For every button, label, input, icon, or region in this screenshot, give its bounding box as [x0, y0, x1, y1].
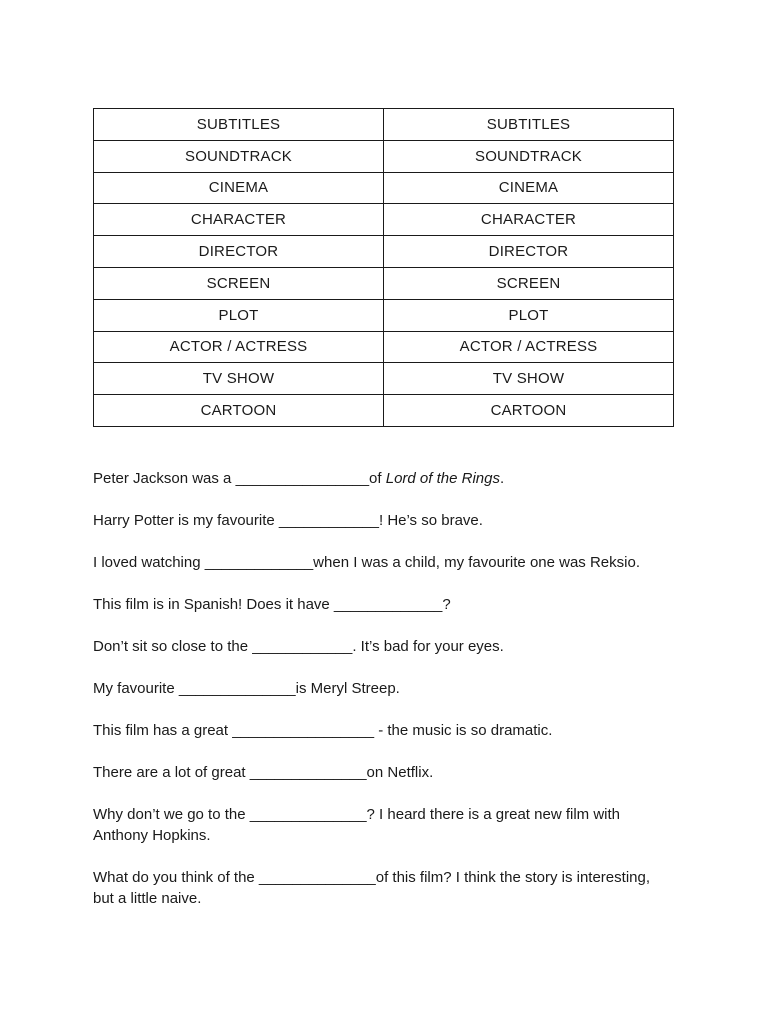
table-row	[94, 172, 674, 204]
table-cell: ACTOR / ACTRESS	[94, 331, 384, 363]
sentence-2: Harry Potter is my favourite ____________! He’s so brave.	[93, 512, 483, 529]
table-row	[94, 331, 674, 363]
table-row	[94, 267, 674, 299]
table-row	[94, 140, 674, 172]
table-cell: TV SHOW	[94, 363, 384, 395]
table-row	[94, 363, 674, 395]
table-cell: PLOT	[384, 299, 674, 331]
table-cell: CINEMA	[384, 172, 674, 204]
table-row	[94, 236, 674, 268]
table-cell: SUBTITLES	[94, 109, 384, 141]
sentence-3: I loved watching _____________when I was a child, my favourite one was Reksio.	[93, 554, 640, 571]
sentence-6: My favourite ______________is Meryl Streep.	[93, 680, 400, 697]
table-cell: ACTOR / ACTRESS	[384, 331, 674, 363]
vocabulary-table	[93, 108, 674, 427]
table-row	[94, 299, 674, 331]
sentence-8: There are a lot of great ______________on Netflix.	[93, 764, 434, 781]
film-title: Lord of the Rings	[385, 470, 500, 487]
sentence-text: Peter Jackson was a ________________of	[93, 470, 386, 487]
table-row	[94, 395, 674, 427]
table-cell: DIRECTOR	[94, 236, 384, 268]
sentence-4: This film is in Spanish! Does it have _____________?	[93, 596, 451, 613]
table-cell: TV SHOW	[384, 363, 674, 395]
sentence-5: Don’t sit so close to the ____________. It’s bad for your eyes.	[93, 638, 504, 655]
sentence-text: .	[499, 470, 505, 487]
table-cell: CARTOON	[94, 395, 384, 427]
table-cell: SOUNDTRACK	[384, 140, 674, 172]
table-cell: CINEMA	[94, 172, 384, 204]
table-cell: CHARACTER	[384, 204, 674, 236]
table-row	[94, 204, 674, 236]
sentence-9: Why don’t we go to the ______________? I heard there is a great new film with Anthony Hopkins.	[93, 806, 620, 844]
table-cell: CHARACTER	[94, 204, 384, 236]
table-cell: SUBTITLES	[384, 109, 674, 141]
table-cell: CARTOON	[384, 395, 674, 427]
sentence-10: What do you think of the ______________of this film? I think the story is interesting, but a little naive.	[93, 869, 650, 907]
table-cell: DIRECTOR	[384, 236, 674, 268]
table-row	[94, 109, 674, 141]
table-cell: SCREEN	[384, 267, 674, 299]
exercise-sentences	[93, 468, 673, 930]
table-cell: PLOT	[94, 299, 384, 331]
table-cell: SCREEN	[94, 267, 384, 299]
sentence-1	[93, 468, 673, 489]
sentence-7: This film has a great _________________ - the music is so dramatic.	[93, 722, 553, 739]
table-cell: SOUNDTRACK	[94, 140, 384, 172]
